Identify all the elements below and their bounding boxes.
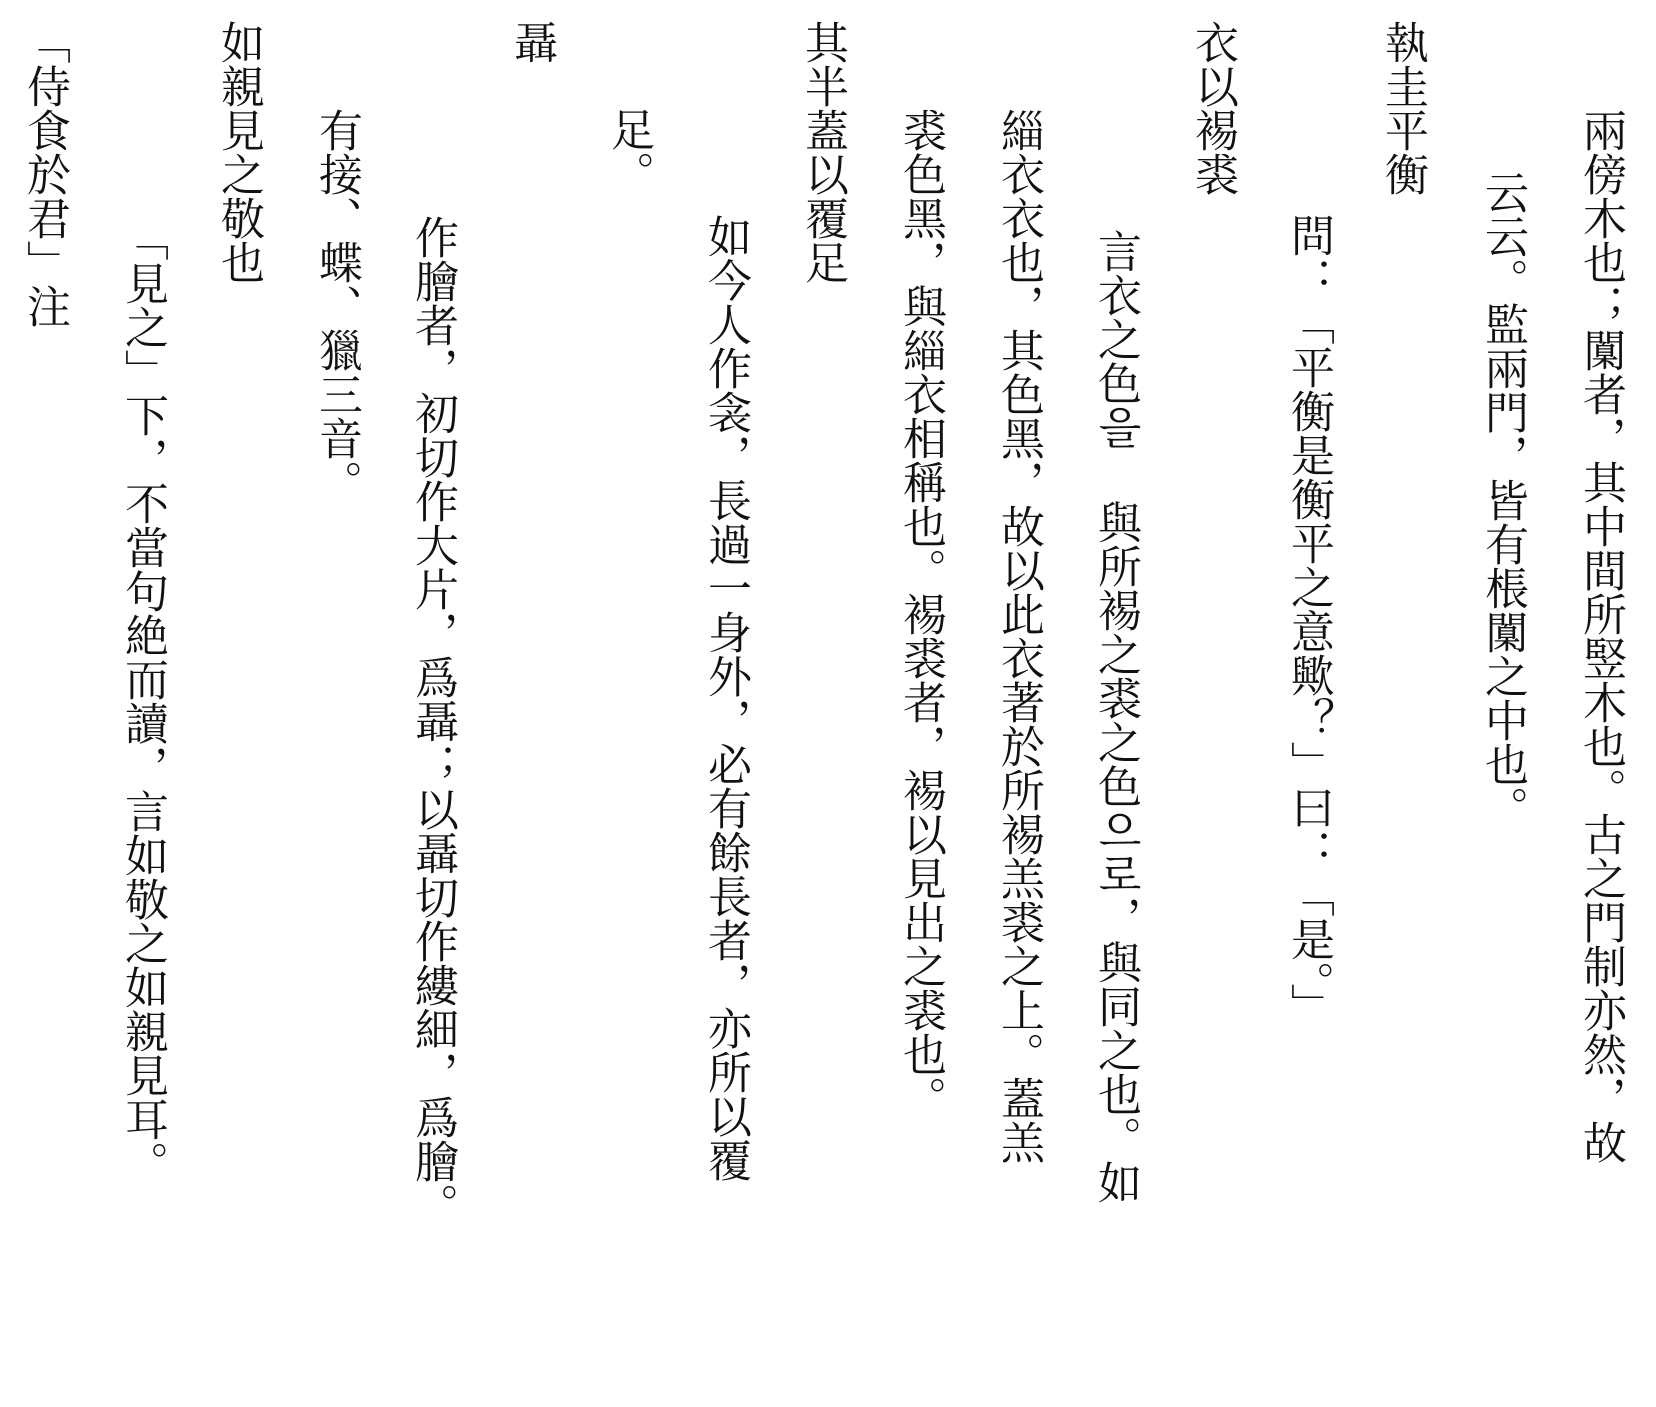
- text-column-11: 足。: [603, 107, 654, 195]
- heading-column-17: 「侍食於君」注: [19, 20, 70, 328]
- text-column-2: 云云。監兩門，皆有棖闑之中也。: [1477, 170, 1528, 830]
- heading-column-5: 衣以裼裘: [1187, 20, 1238, 196]
- text-column-7: 緇衣衣也，其色黑，故以此衣著於所裼羔裘之上。蓋羔: [993, 108, 1044, 1164]
- text-column-6: 言衣之色을 與所裼之裘之色으로，與同之也。如: [1090, 229, 1141, 1204]
- heading-column-15: 如親見之敬也: [213, 20, 264, 284]
- text-column-14: 有接、蝶、獵三音。: [311, 108, 362, 504]
- heading-column-12: 聶: [506, 20, 557, 64]
- heading-column-3: 執圭平衡: [1377, 20, 1428, 196]
- text-column-10: 如今人作衾，長過一身外，必有餘長者，亦所以覆: [700, 214, 751, 1182]
- text-column-4: 問：「平衡是衡平之意歟？」曰：「是。」: [1283, 213, 1334, 1027]
- text-column-13: 作膾者，初切作大片，爲聶；以聶切作縷細，爲膾。: [407, 215, 458, 1227]
- text-column-1: 兩傍木也；闑者，其中間所竪木也。古之門制亦然，故: [1575, 108, 1626, 1164]
- text-column-16: 「見之」下，不當句絶而讀，言如敬之如親見耳。: [117, 217, 168, 1185]
- heading-column-9: 其半蓋以覆足: [797, 20, 848, 284]
- text-column-8: 裘色黑，與緇衣相稱也。裼裘者，裼以見出之裘也。: [895, 108, 946, 1120]
